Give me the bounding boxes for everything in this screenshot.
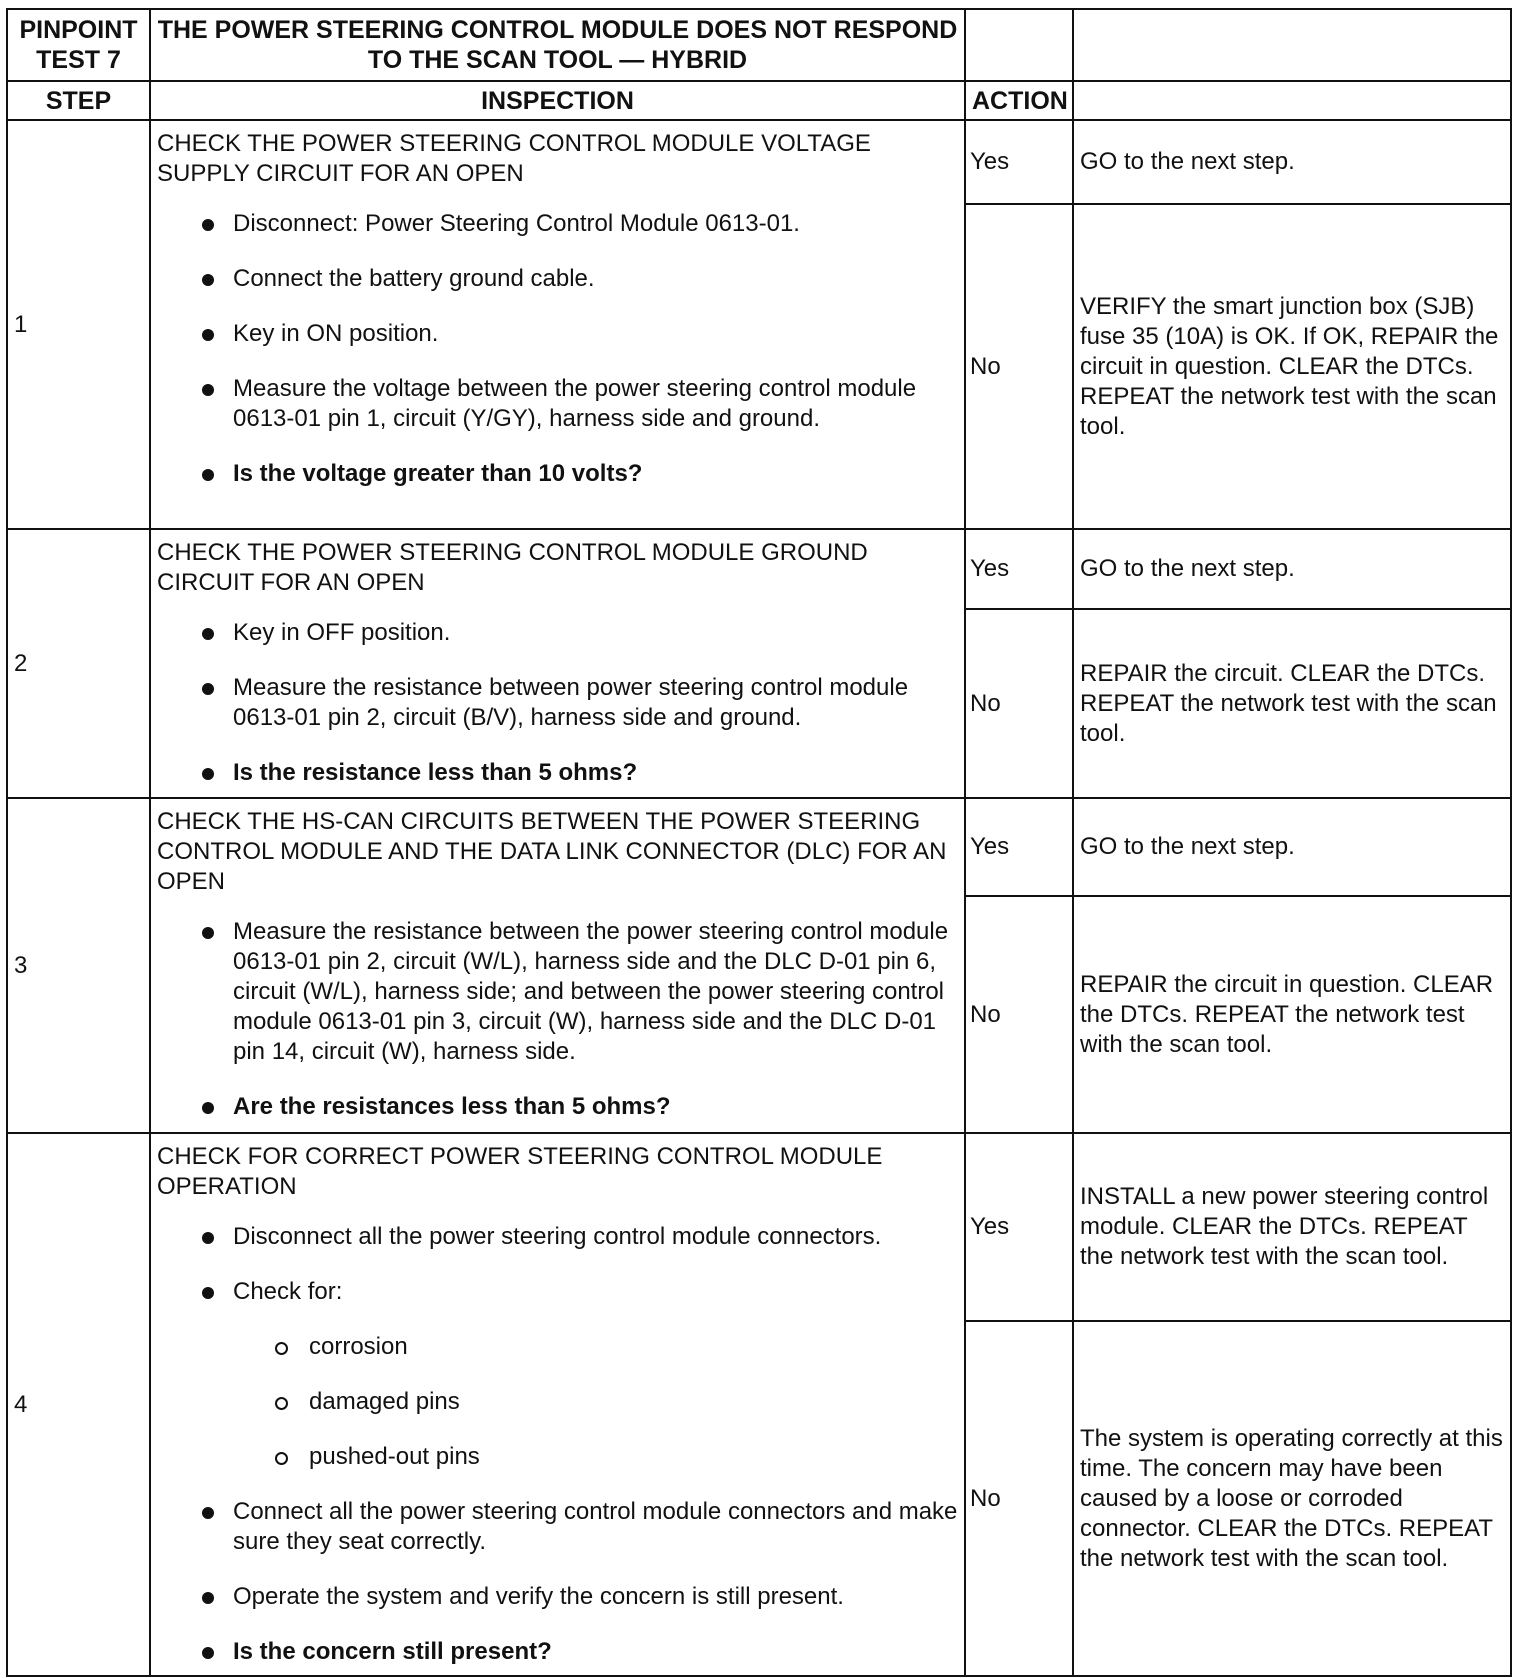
- step-3-inspection: [150, 798, 965, 1133]
- step-bullet-list: [157, 917, 958, 1122]
- action-yes-result: INSTALL a new power steering control module. CLEAR the DTCs. REPEAT the network test with the scan tool.: [1073, 1133, 1511, 1321]
- step-bullet-check: [157, 1277, 958, 1472]
- step-title: CHECK FOR CORRECT POWER STEERING CONTROL MODULE OPERATION: [157, 1143, 883, 1200]
- step-question: Is the voltage greater than 10 volts?: [157, 459, 958, 489]
- action-no-result: The system is operating correctly at this time. The concern may have been caused by a loose or corroded connector. CLEAR the DTCs. REPEAT the network test with the scan tool.: [1073, 1321, 1511, 1676]
- step-question: Is the resistance less than 5 ohms?: [157, 758, 958, 788]
- check-item: corrosion: [233, 1332, 958, 1362]
- step-bullet: Connect all the power steering control module connectors and make sure they seat correctly.: [157, 1497, 958, 1557]
- step-bullet: Key in OFF position.: [157, 618, 958, 648]
- step-question: Is the concern still present?: [157, 1637, 958, 1667]
- step-bullet-text: Check for:: [233, 1278, 343, 1305]
- action-no-result: REPAIR the circuit. CLEAR the DTCs. REPEAT the network test with the scan tool.: [1073, 609, 1511, 798]
- step-bullet: Operate the system and verify the concern is still present.: [157, 1582, 958, 1612]
- action-no-label: No: [965, 896, 1073, 1133]
- step-number: 2: [7, 529, 150, 798]
- step-bullet: Measure the resistance between the power steering control module 0613-01 pin 2, circuit (W/L), harness side and the DLC D-01 pin 6, circuit (W/L), harness side; and between the power steering control module 0613-01 pin 3, circuit (W), harness side and the DLC D-01 pin 14, circuit (W), harness side.: [157, 917, 958, 1067]
- action-yes-label: Yes: [965, 798, 1073, 896]
- action-yes-label: Yes: [965, 120, 1073, 204]
- step-bullet: Measure the voltage between the power steering control module 0613-01 pin 1, circuit (Y/GY), harness side and ground.: [157, 374, 958, 434]
- step-1-yes-row: [7, 120, 1511, 204]
- step-bullet: Connect the battery ground cable.: [157, 264, 958, 294]
- pinpoint-test-label: PINPOINT TEST 7: [7, 9, 150, 81]
- action-no-result: VERIFY the smart junction box (SJB) fuse 35 (10A) is OK. If OK, REPAIR the circuit in question. CLEAR the DTCs. REPEAT the network test with the scan tool.: [1073, 204, 1511, 529]
- check-sublist: [233, 1332, 958, 1472]
- step-bullet: Key in ON position.: [157, 319, 958, 349]
- header-blank-cell: [1073, 9, 1511, 81]
- step-3-yes-row: [7, 798, 1511, 896]
- step-question: Are the resistances less than 5 ohms?: [157, 1092, 958, 1122]
- pinpoint-test-table: [6, 8, 1512, 1677]
- check-item: damaged pins: [233, 1387, 958, 1417]
- action-yes-result: GO to the next step.: [1073, 120, 1511, 204]
- action-no-result: REPAIR the circuit in question. CLEAR the DTCs. REPEAT the network test with the scan tool.: [1073, 896, 1511, 1133]
- check-item: pushed-out pins: [233, 1442, 958, 1472]
- action-yes-label: Yes: [965, 1133, 1073, 1321]
- step-number: 3: [7, 798, 150, 1133]
- step-number: 4: [7, 1133, 150, 1676]
- action-yes-label: Yes: [965, 529, 1073, 609]
- action-no-label: No: [965, 204, 1073, 529]
- pinpoint-test-document: [6, 8, 1510, 1675]
- column-header-row: [7, 81, 1511, 120]
- pinpoint-test-title: THE POWER STEERING CONTROL MODULE DOES NOT RESPOND TO THE SCAN TOOL — HYBRID: [150, 9, 965, 81]
- step-1-inspection: [150, 120, 965, 529]
- step-bullet-list: [157, 209, 958, 489]
- step-bullet-list: [157, 618, 958, 788]
- step-4-yes-row: [7, 1133, 1511, 1321]
- step-number: 1: [7, 120, 150, 529]
- action-no-label: No: [965, 609, 1073, 798]
- step-title: CHECK THE POWER STEERING CONTROL MODULE VOLTAGE SUPPLY CIRCUIT FOR AN OPEN: [157, 130, 871, 187]
- step-title: CHECK THE POWER STEERING CONTROL MODULE GROUND CIRCUIT FOR AN OPEN: [157, 539, 868, 596]
- step-bullet: Measure the resistance between power steering control module 0613-01 pin 2, circuit (B/V), harness side and ground.: [157, 673, 958, 733]
- step-bullet: Disconnect all the power steering control module connectors.: [157, 1222, 958, 1252]
- column-header-step: STEP: [7, 81, 150, 120]
- step-bullet: Disconnect: Power Steering Control Module 0613-01.: [157, 209, 958, 239]
- title-row: [7, 9, 1511, 81]
- column-header-inspection: INSPECTION: [150, 81, 965, 120]
- column-header-blank: [1073, 81, 1511, 120]
- step-2-inspection: [150, 529, 965, 798]
- step-4-inspection: [150, 1133, 965, 1676]
- column-header-action: ACTION: [965, 81, 1073, 120]
- step-bullet-list: [157, 1222, 958, 1667]
- action-no-label: No: [965, 1321, 1073, 1676]
- action-yes-result: GO to the next step.: [1073, 798, 1511, 896]
- header-blank-cell: [965, 9, 1073, 81]
- action-yes-result: GO to the next step.: [1073, 529, 1511, 609]
- step-title: CHECK THE HS-CAN CIRCUITS BETWEEN THE POWER STEERING CONTROL MODULE AND THE DATA LINK CONNECTOR (DLC) FOR AN OPEN: [157, 808, 947, 895]
- step-2-yes-row: [7, 529, 1511, 609]
